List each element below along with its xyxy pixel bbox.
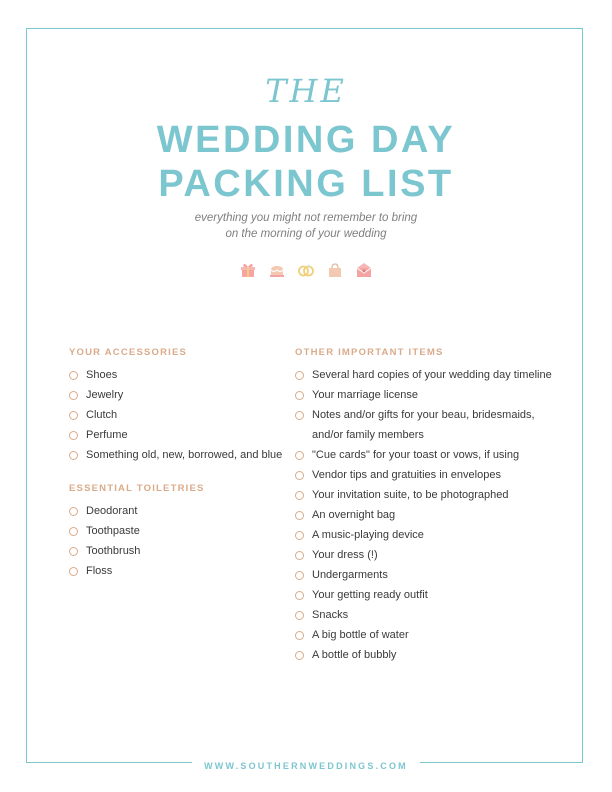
checklist-item[interactable]: Vendor tips and gratuities in envelopes — [295, 465, 555, 485]
title-the: THE — [265, 72, 347, 110]
left-column — [69, 347, 284, 581]
cake-icon — [268, 261, 286, 279]
toiletries-heading: ESSENTIAL TOILETRIES — [69, 483, 205, 494]
checklist-item[interactable]: "Cue cards" for your toast or vows, if using — [295, 445, 555, 465]
checklist-item[interactable]: Floss — [69, 561, 284, 581]
subtitle — [0, 210, 612, 242]
checklist-item[interactable]: Clutch — [69, 405, 284, 425]
checklist-item[interactable]: Something old, new, borrowed, and blue — [69, 445, 284, 465]
shopping-bag-icon — [326, 261, 344, 279]
checklist-item[interactable]: Toothpaste — [69, 521, 284, 541]
checklist-item[interactable]: Toothbrush — [69, 541, 284, 561]
checklist-item[interactable]: Deodorant — [69, 501, 284, 521]
checklist-item[interactable]: Notes and/or gifts for your beau, bridesmaids, — [295, 405, 555, 425]
icon-row — [0, 261, 612, 279]
website-link[interactable]: WWW.SOUTHERNWEDDINGS.COM — [192, 761, 420, 771]
checklist-item[interactable]: Your dress (!) — [295, 545, 555, 565]
checklist-item-continuation: and/or family members — [312, 429, 424, 441]
checklist-item[interactable]: An overnight bag — [295, 505, 555, 525]
accessories-heading: YOUR ACCESSORIES — [69, 347, 188, 358]
checklist-item[interactable]: Your getting ready outfit — [295, 585, 555, 605]
page-title — [0, 118, 612, 206]
checklist-item[interactable]: Snacks — [295, 605, 555, 625]
gift-icon — [239, 261, 257, 279]
checklist-item[interactable]: Your invitation suite, to be photographed — [295, 485, 555, 505]
other-items-list — [295, 365, 555, 665]
checklist-item[interactable]: Undergarments — [295, 565, 555, 585]
checklist-item[interactable]: A music-playing device — [295, 525, 555, 545]
accessories-list — [69, 365, 284, 465]
right-column — [295, 347, 555, 665]
checklist-item[interactable]: Jewelry — [69, 385, 284, 405]
checklist-item[interactable]: Perfume — [69, 425, 284, 445]
title-line-1: WEDDING DAY — [156, 119, 456, 161]
checklist-item[interactable]: A big bottle of water — [295, 625, 555, 645]
title-line-2: PACKING LIST — [158, 163, 454, 205]
checklist-item[interactable]: A bottle of bubbly — [295, 645, 555, 665]
footer — [0, 756, 612, 774]
envelope-icon — [355, 261, 373, 279]
subtitle-line-1: everything you might not remember to bring — [194, 212, 418, 224]
other-items-heading: OTHER IMPORTANT ITEMS — [295, 347, 444, 358]
toiletries-list — [69, 501, 284, 581]
checklist-item[interactable]: Your marriage license — [295, 385, 555, 405]
rings-icon — [297, 261, 315, 279]
subtitle-line-2: on the morning of your wedding — [225, 228, 387, 240]
checklist-item[interactable]: Several hard copies of your wedding day timeline — [295, 365, 555, 385]
checklist-item[interactable]: Shoes — [69, 365, 284, 385]
